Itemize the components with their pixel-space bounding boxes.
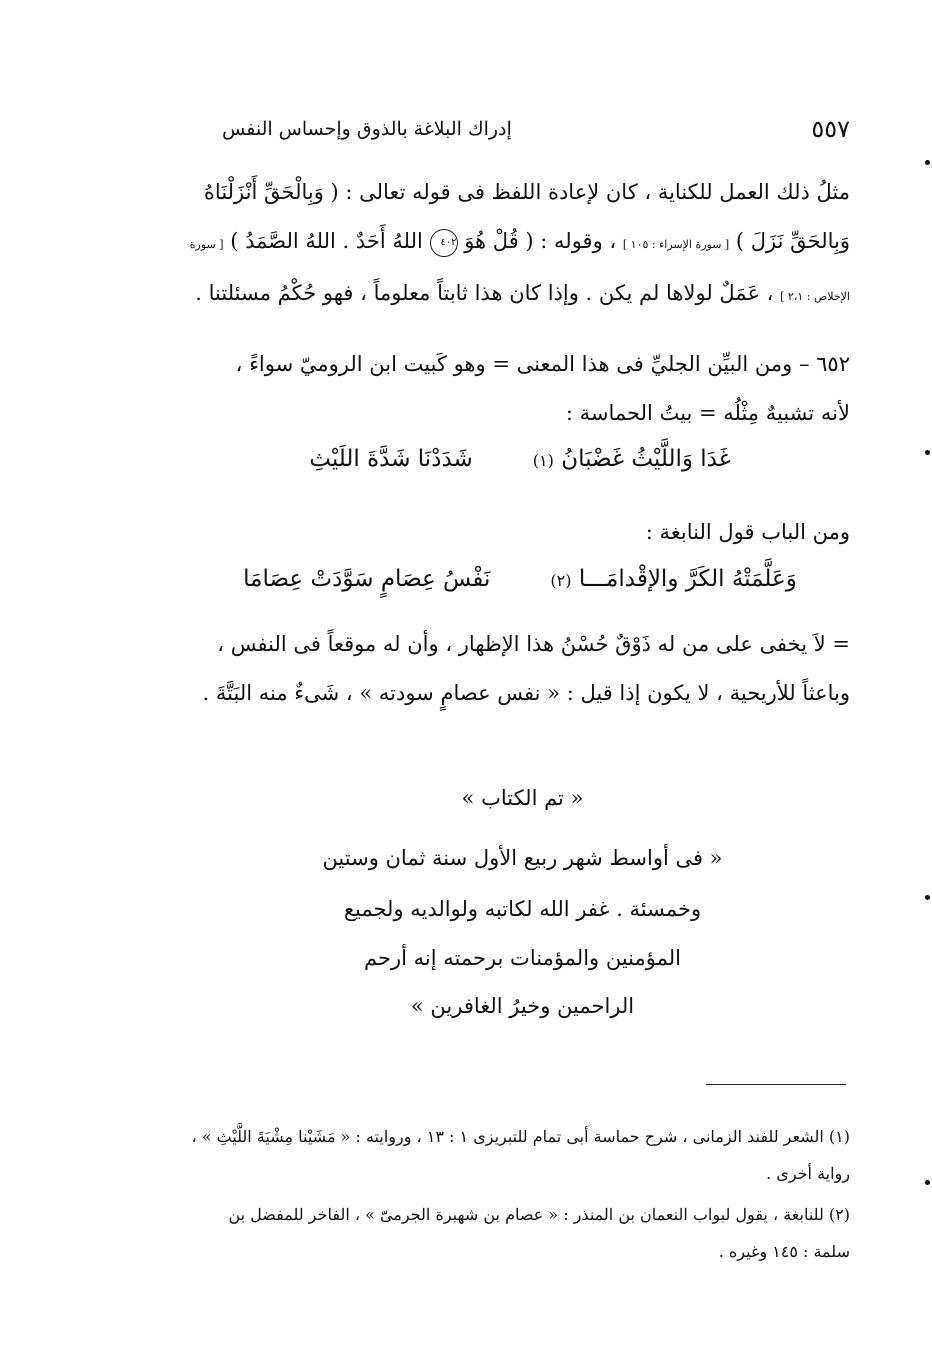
paragraph-1-line-3-text: ، عَمَلٌ لولاها لم يكن . وإذا كان هذا ثابتاً معلوماً ، فهو حُكْمُ مسئلتنا . (195, 281, 774, 305)
verse-1 (195, 446, 845, 472)
scan-edge-mark (925, 450, 930, 455)
paragraph-3-line-1: ومن الباب قول النابغة : (645, 520, 850, 544)
paragraph-2-line-1: ٦٥٢ – ومن البيِّن الجليِّ فى هذا المعنى = وهو كَبيت ابن الروميّ سواءً ، (235, 352, 850, 376)
colophon-line-1: « فى أواسط شهر ربيع الأول سنة ثمان وستين (322, 846, 723, 870)
verse-1-second-hemistich-wrap (533, 446, 731, 472)
paragraph-2-line-2: لأنه تشبيهٌ مِثْلُه = بيتُ الحماسة : (565, 401, 850, 425)
paragraph-1-line-1: مثلُ ذلك العمل للكناية ، كان لإعادة اللفظ فى قوله تعالى : ( وَبِالْحَقِّ أَنْزَلْنَاهُ (203, 180, 850, 204)
paragraph-3 (195, 508, 850, 557)
surah-reference-2-end: الإخلاص : ٢،١ ] (780, 290, 850, 303)
paragraph-1-line-2 (189, 217, 850, 269)
footnote-2-line-2: سلمة : ١٤٥ وغيره . (718, 1242, 850, 1261)
footnote-2-line-1: (٢) للنابغة ، يقول لبواب النعمان بن المنذر : « عصام بن شهبرة الجرمىّ » ، الفاخر للمفضل بن (228, 1205, 850, 1224)
paragraph-4 (195, 620, 850, 718)
colophon-line-4: الراحمين وخيرُ الغافرين » (410, 994, 635, 1018)
footnote-ref-2: (٢) (550, 571, 572, 590)
scan-edge-mark (925, 895, 930, 900)
page-number: ٥٥٧ (811, 115, 850, 143)
paragraph-2 (195, 340, 850, 438)
verse-1-first-hemistich: شَدَدْنَا شَدَّةَ اللَيْثِ (309, 446, 473, 472)
verse-2 (195, 566, 845, 592)
colophon-line-2: وخمسئة . غفر الله لكاتبه ولوالديه ولجميع (343, 897, 702, 921)
paragraph-1 (189, 168, 850, 321)
scan-edge-mark (925, 1180, 930, 1185)
quote-intro: ، وقوله : ( قُلْ هُوَ (464, 229, 617, 253)
footnote-1-line-1: (١) الشعر للفند الزمانى ، شرح حماسة أبى تمام للتبريزى ١ : ١٣ ، وروايته : « مَشَيْنا مِشْيَةَ اللَّيْثِ » ، (191, 1127, 850, 1146)
footnote-2 (190, 1196, 850, 1270)
verse-marker: ٤٠٢ (430, 229, 458, 257)
verse-2-second-hemistich: وَعَلَّمَتْهُ الكَرَّ والإقْدامَـــا (578, 566, 797, 592)
footnote-1-line-2: رواية أخرى . (766, 1164, 850, 1183)
verse-2-first-hemistich: نَفْسُ عِصَامٍ سَوَّدَتْ عِصَامَا (243, 566, 491, 592)
quran-quote-1-end: وَبِالحَقِّ نَزَلَ ) (735, 229, 850, 253)
verse-2-second-hemistich-wrap (550, 566, 796, 592)
running-title: إدراك البلاغة بالذوق وإحساس النفس (222, 118, 512, 140)
surah-reference-2-start: [ سورة (189, 238, 224, 251)
paragraph-4-line-1: = لاَ يخفى على من له ذَوْقٌ حُسْنُ هذا الإظهار ، وأن له موقعاً فى النفس ، (217, 632, 850, 656)
surah-reference-1: [ سورة الإسراء : ١٠٥ ] (622, 238, 730, 251)
footnote-divider (706, 1084, 846, 1085)
footnote-1 (190, 1118, 850, 1192)
paragraph-1-line-3 (195, 269, 850, 321)
paragraph-4-line-2: وباعثاً للأريحية ، لا يكون إذا قيل : « نفس عصامٍ سودته » ، شَىءٌ منه البَتَّةَ . (202, 681, 850, 705)
scan-edge-mark (925, 160, 930, 165)
quran-quote-2: اللهُ أَحَدٌ . اللهُ الصَّمَدُ ) (230, 229, 423, 253)
footnote-ref-1: (١) (532, 451, 554, 470)
verse-1-second-hemistich: غَدَا وَاللَّيْثُ غَضْبَانُ (561, 446, 731, 472)
colophon-line-3: المؤمنين والمؤمنات برحمته إنه أرحم (364, 946, 681, 970)
end-title: « تم الكتاب » (461, 786, 584, 810)
running-header (222, 112, 850, 146)
